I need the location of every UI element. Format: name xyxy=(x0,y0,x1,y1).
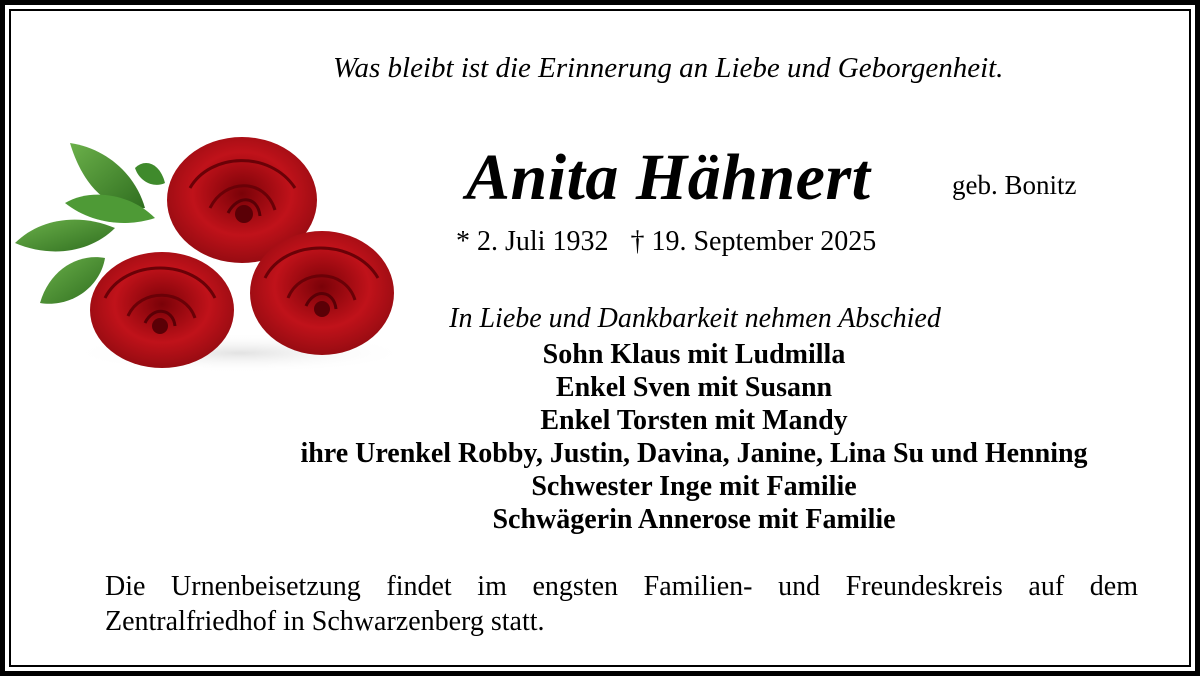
mourner-item: Enkel Sven mit Susann xyxy=(555,372,833,403)
mourner-item: Schwester Inge mit Familie xyxy=(531,471,857,502)
mourner-item: Enkel Torsten mit Mandy xyxy=(540,405,848,436)
mourner-item: Schwägerin Annerose mit Familie xyxy=(492,504,896,535)
mourner-item: ihre Urenkel Robby, Justin, Davina, Janine, Lina Su und Henning xyxy=(300,438,1088,469)
mourners-list xyxy=(194,338,1194,536)
death-date: † 19. September 2025 xyxy=(630,226,877,257)
birth-date: * 2. Juli 1932 xyxy=(456,226,609,257)
motto-quote: Was bleibt ist die Erinnerung an Liebe und Geborgenheit. xyxy=(333,52,1004,84)
mourning-line: In Liebe und Dankbarkeit nehmen Abschied xyxy=(449,303,941,334)
deceased-name: Anita Hähnert xyxy=(466,141,871,214)
burial-notice: Die Urnenbeisetzung findet im engsten Familien- und Freundeskreis auf dem Zentralfriedhof in Schwarzenberg statt. xyxy=(105,571,1138,637)
life-dates xyxy=(456,226,876,258)
birth-name: geb. Bonitz xyxy=(952,170,1077,200)
deceased-name-line xyxy=(466,140,870,216)
mourner-item: Sohn Klaus mit Ludmilla xyxy=(542,339,846,370)
